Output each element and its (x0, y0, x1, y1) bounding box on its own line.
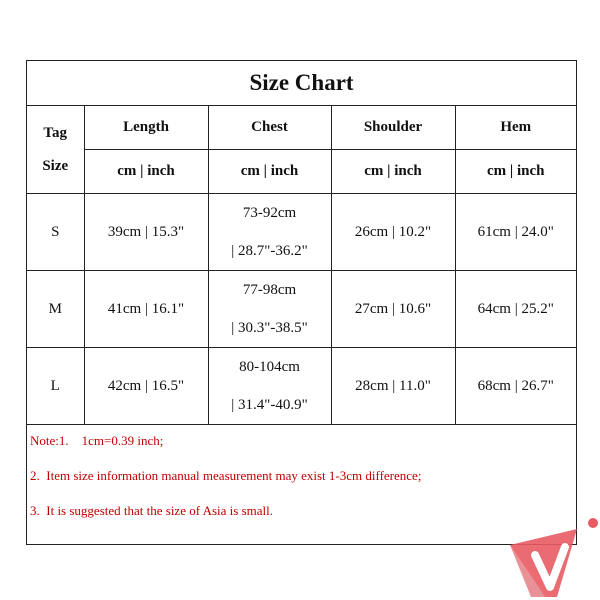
chest-inch: | 28.7"-36.2" (231, 243, 308, 259)
size-cell: L (27, 348, 84, 425)
note-3: 3. It is suggested that the size of Asia is small. (30, 503, 273, 518)
shoulder-cell: 26cm | 10.2" (331, 194, 455, 271)
unit-label: cm | inch (455, 150, 576, 194)
column-header-length: Length (84, 106, 208, 150)
table-row (27, 348, 576, 425)
hem-cell: 61cm | 24.0" (455, 194, 576, 271)
shoulder-cell: 28cm | 11.0" (331, 348, 455, 425)
column-header-chest: Chest (208, 106, 331, 150)
chest-inch: | 31.4"-40.9" (231, 397, 308, 413)
size-chart-sheet (26, 60, 577, 545)
length-cell: 42cm | 16.5" (84, 348, 208, 425)
length-cell: 39cm | 15.3" (84, 194, 208, 271)
chest-inch: | 30.3"-38.5" (231, 320, 308, 336)
hem-cell: 68cm | 26.7" (455, 348, 576, 425)
table-row (27, 271, 576, 348)
unit-label: cm | inch (331, 150, 455, 194)
note-2: 2. Item size information manual measurement may exist 1-3cm difference; (30, 468, 422, 483)
chest-cm: 80-104cm (239, 359, 300, 375)
size-cell: M (27, 271, 84, 348)
v-logo-icon (505, 515, 600, 600)
shoulder-cell: 27cm | 10.6" (331, 271, 455, 348)
column-header-shoulder: Shoulder (331, 106, 455, 150)
tag-size-header (27, 106, 84, 194)
table-row (27, 194, 576, 271)
hem-cell: 64cm | 25.2" (455, 271, 576, 348)
chest-cell (208, 194, 331, 271)
note-1: Note:1. 1cm=0.39 inch; (30, 433, 164, 448)
unit-label: cm | inch (208, 150, 331, 194)
column-header-hem: Hem (455, 106, 576, 150)
chest-cm: 77-98cm (242, 282, 297, 298)
size-chart-table (27, 61, 576, 425)
length-cell: 41cm | 16.1" (84, 271, 208, 348)
chest-cell (208, 348, 331, 425)
tag-label: Tag (43, 124, 68, 141)
size-cell: S (27, 194, 84, 271)
notes-section (27, 423, 576, 528)
page-title: Size Chart (27, 61, 576, 106)
size-label: Size (42, 157, 69, 174)
unit-label: cm | inch (84, 150, 208, 194)
chest-cell (208, 271, 331, 348)
chest-cm: 73-92cm (242, 205, 297, 221)
